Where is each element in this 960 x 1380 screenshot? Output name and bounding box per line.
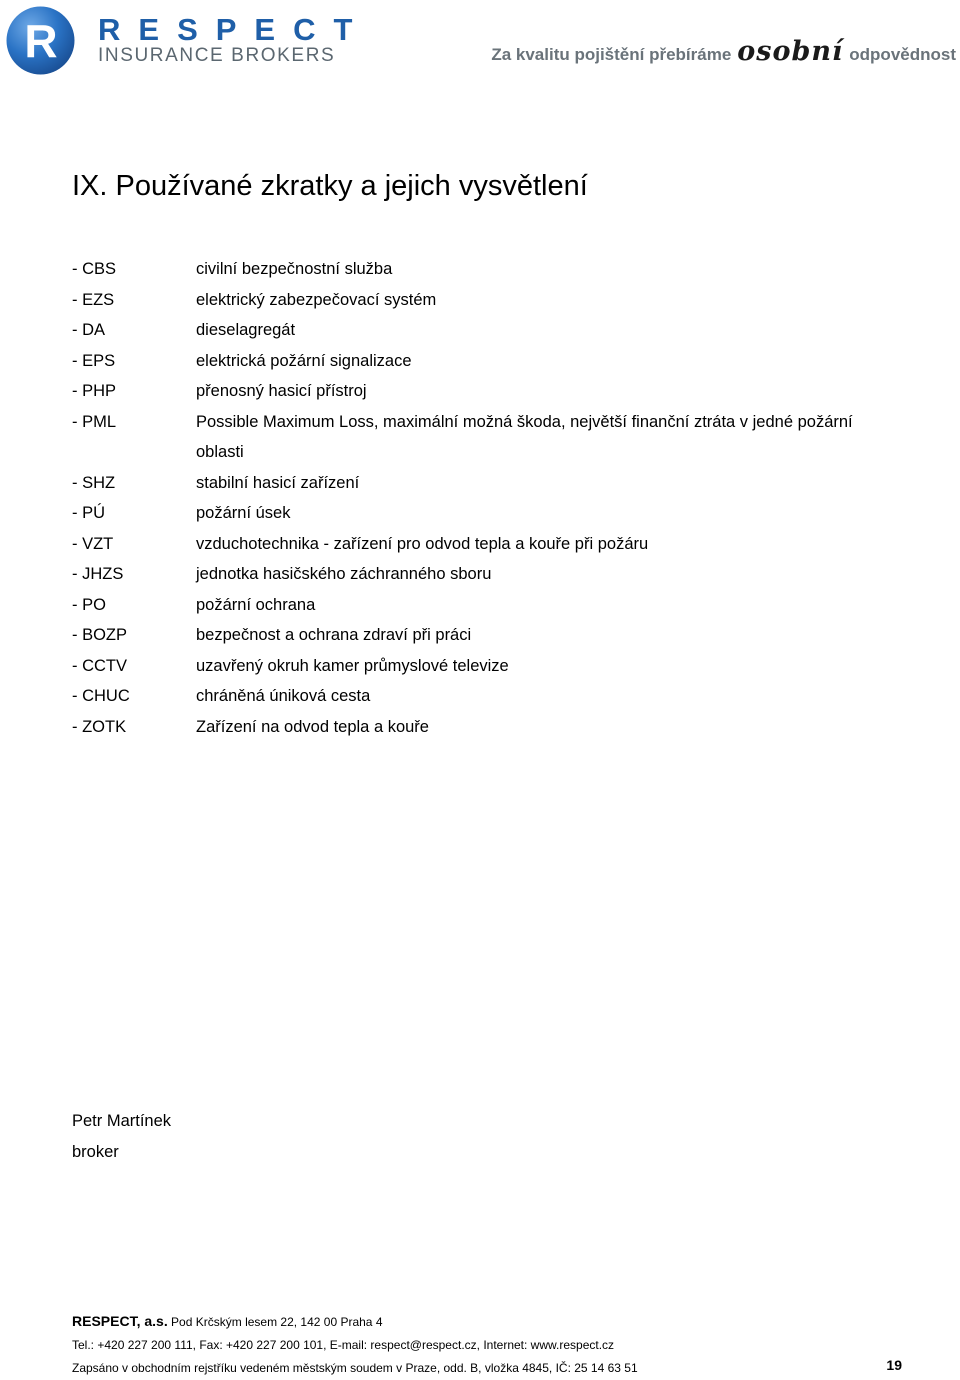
abbreviation: - JHZS xyxy=(72,565,124,583)
footer-company-row xyxy=(72,1310,902,1334)
page-header xyxy=(0,0,960,90)
abbreviation: - PHP xyxy=(72,382,117,400)
abbreviation-meaning: bezpečnost a ochrana zdraví při práci xyxy=(196,626,472,644)
abbreviation-meaning: požární ochrana xyxy=(196,595,316,614)
slogan-script-word: osobní xyxy=(737,36,844,67)
footer-address: Pod Krčským lesem 22, 142 00 Praha 4 xyxy=(171,1315,383,1329)
list-item xyxy=(72,712,892,743)
list-item xyxy=(72,529,892,560)
logo-letter: R xyxy=(24,15,58,67)
signature-name: Petr Martínek xyxy=(72,1112,172,1130)
abbreviation-list xyxy=(72,254,892,742)
abbreviation: - EZS xyxy=(72,290,115,309)
list-item xyxy=(72,346,892,377)
abbreviation: - BOZP xyxy=(72,626,128,644)
abbreviation: - CCTV xyxy=(72,656,127,675)
list-item xyxy=(72,559,892,590)
signature-role: broker xyxy=(72,1142,119,1161)
list-item xyxy=(72,254,892,285)
abbreviation-meaning: vzduchotechnika - zařízení pro odvod tepla a kouře při požáru xyxy=(196,534,649,553)
abbreviation: - EPS xyxy=(72,351,116,370)
list-item xyxy=(72,407,892,468)
signature-block xyxy=(72,1106,171,1167)
abbreviation-meaning: přenosný hasicí přístroj xyxy=(196,382,367,400)
abbreviation: - ZOTK xyxy=(72,717,127,736)
abbreviation: - PO xyxy=(72,595,106,614)
page-footer xyxy=(72,1310,902,1380)
abbreviation-meaning: stabilní hasicí zařízení xyxy=(196,473,360,492)
brand-subtitle: INSURANCE BROKERS xyxy=(98,45,336,66)
page-number: 19 xyxy=(886,1357,902,1373)
abbreviation-meaning: civilní bezpečnostní služba xyxy=(196,260,393,278)
list-item xyxy=(72,590,892,621)
slogan-text-before: Za kvalitu pojištění přebíráme xyxy=(491,45,732,64)
abbreviation-meaning: uzavřený okruh kamer průmyslové televize xyxy=(196,656,509,675)
list-item xyxy=(72,315,892,346)
abbreviation-meaning: elektrická požární signalizace xyxy=(196,351,412,370)
footer-company: RESPECT, a.s. xyxy=(72,1313,168,1329)
respect-logo-icon xyxy=(6,6,75,75)
abbreviation: - DA xyxy=(72,321,105,339)
abbreviation-meaning: Possible Maximum Loss, maximální možná škoda, největší finanční ztráta v jedné požární oblasti xyxy=(196,412,853,461)
abbreviation: - CHUC xyxy=(72,687,130,705)
abbreviation: - CBS xyxy=(72,260,117,278)
list-item xyxy=(72,498,892,529)
brand-name: RESPECT xyxy=(98,12,371,47)
list-item xyxy=(72,620,892,651)
list-item xyxy=(72,681,892,712)
list-item xyxy=(72,376,892,407)
slogan-text-after: odpovědnost xyxy=(849,45,956,64)
abbreviation-meaning: chráněná úniková cesta xyxy=(196,687,371,705)
abbreviation: - PML xyxy=(72,412,117,431)
list-item xyxy=(72,285,892,316)
abbreviation: - VZT xyxy=(72,534,114,553)
footer-registry: Zapsáno v obchodním rejstříku vedeném městským soudem v Praze, odd. B, vložka 4845, IČ: 25 14 63 51 xyxy=(72,1361,638,1375)
abbreviation-meaning: požární úsek xyxy=(196,504,291,522)
page-title: IX. Používané zkratky a jejich vysvětlení xyxy=(72,170,588,202)
abbreviation-meaning: dieselagregát xyxy=(196,321,296,339)
footer-contact: Tel.: +420 227 200 111, Fax: +420 227 200 101, E-mail: respect@respect.cz, Internet: www.respect.cz xyxy=(72,1338,615,1352)
abbreviation: - SHZ xyxy=(72,473,116,492)
abbreviation: - PÚ xyxy=(72,504,105,522)
list-item xyxy=(72,468,892,499)
list-item xyxy=(72,651,892,682)
header-slogan xyxy=(491,38,956,65)
abbreviation-meaning: Zařízení na odvod tepla a kouře xyxy=(196,717,429,736)
abbreviation-meaning: jednotka hasičského záchranného sboru xyxy=(196,565,492,583)
abbreviation-meaning: elektrický zabezpečovací systém xyxy=(196,290,437,309)
